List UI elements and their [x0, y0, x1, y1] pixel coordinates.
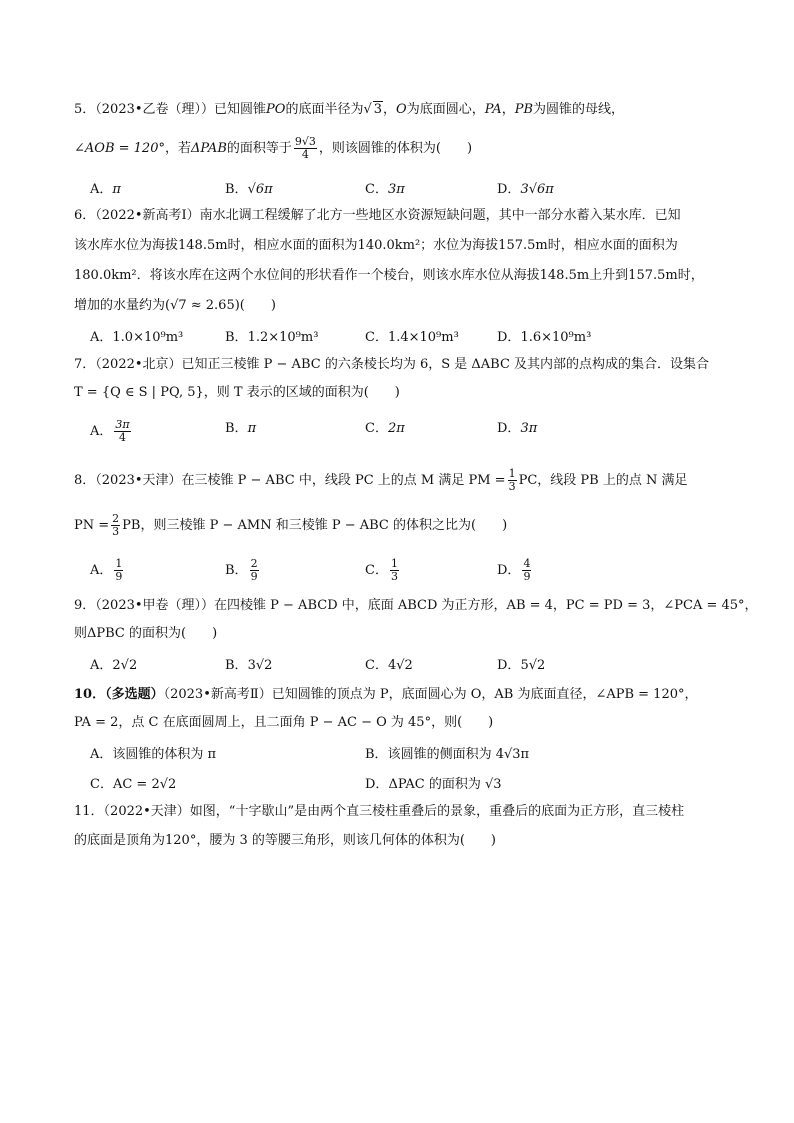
question-7-options [90, 418, 730, 444]
option-a[interactable]: A．1.0×10⁹m³ [90, 330, 184, 345]
option-d[interactable]: D．5√2 [497, 658, 546, 673]
option-b[interactable]: B．√6π [225, 182, 273, 197]
fraction: $\frac{9√3}{4}$ [294, 135, 316, 161]
question-11-line-1: 11．（2022•天津）如图，“十字歇山”是由两个直三棱柱重叠后的景象，重叠后的底面为正方形，直三棱柱 [74, 804, 685, 819]
option-d[interactable]: D．ΔPAC 的面积为 √3 [365, 777, 502, 792]
option-c[interactable]: C． $\frac{1}{3}$ [365, 557, 398, 583]
question-6-options [90, 328, 730, 348]
question-6-line-2: 该水库水位为海拔148.5m时，相应水面的面积为140.0km²；水位为海拔157.5m时，相应水面的面积为 [74, 238, 678, 253]
question-7-line-1: 7．（2022•北京）已知正三棱锥 P − ABC 的六条棱长均为 6，S 是 ΔABC 及其内部的点构成的集合．设集合 [74, 357, 710, 372]
option-b[interactable]: B．3√2 [225, 658, 273, 673]
option-a[interactable]: A． $\frac{1}{9}$ [90, 557, 123, 583]
question-7-line-2: T = {Q ∈ S | PQ, 5}，则 T 表示的区域的面积为( ) [74, 385, 400, 400]
option-c[interactable]: C．3π [365, 182, 405, 197]
question-11-line-2: 的底面是顶角为120°，腰为 3 的等腰三角形，则该几何体的体积为( ) [74, 833, 496, 848]
option-c[interactable]: C．4√2 [365, 658, 413, 673]
option-d[interactable]: D．1.6×10⁹m³ [497, 330, 592, 345]
question-5-line-2: ∠AOB = 120°，若ΔPAB的面积等于 $\frac{9√3}{4}$ ，则该圆锥的体积为( ) [74, 135, 473, 161]
option-d[interactable]: D．3√6π [497, 182, 554, 197]
question-9-line-1: 9．（2023•甲卷（理））在四棱锥 P − ABCD 中，底面 ABCD 为正方形，AB = 4，PC = PD = 3，∠PCA = 45°， [74, 598, 758, 613]
option-a[interactable]: A． $\frac{3\pi}{4}$ [90, 418, 130, 444]
question-6-line-3: 180.0km²．将该水库在这两个水位间的形状看作一个棱台，则该水库水位从海拔148.5m上升到157.5m时， [74, 268, 704, 283]
option-b[interactable]: B．该圆锥的侧面积为 4√3π [365, 747, 530, 762]
question-8-line-2: PN = $\frac{2}{3}$ PB，则三棱锥 P − AMN 和三棱锥 P − ABC 的体积之比为( ) [74, 512, 508, 538]
question-10-options-row-2 [90, 775, 730, 795]
option-c[interactable]: C．2π [365, 421, 405, 436]
option-a[interactable]: A．该圆锥的体积为 π [90, 747, 217, 762]
question-10-line-1: 10．（多选题）（2023•新高考Ⅱ）已知圆锥的顶点为 P，底面圆心为 O，AB 为底面直径，∠APB = 120°， [74, 687, 698, 702]
option-b[interactable]: B．π [225, 421, 257, 436]
question-10-line-2: PA = 2，点 C 在底面圆周上，且二面角 P − AC − O 为 45°，则( ) [74, 715, 494, 730]
option-a[interactable]: A．π [90, 182, 121, 197]
option-b[interactable]: B．1.2×10⁹m³ [225, 330, 319, 345]
option-c[interactable]: C．AC = 2√2 [90, 777, 177, 792]
question-8-options [90, 557, 730, 583]
question-6-line-4: 增加的水量约为(√7 ≈ 2.65)( ) [74, 298, 276, 313]
question-8-line-1: 8．（2023•天津）在三棱锥 P − ABC 中，线段 PC 上的点 M 满足 PM = $\frac{1}{3}$ PC，线段 PB 上的点 N 满足 [74, 467, 688, 493]
option-d[interactable]: D．3π [497, 421, 538, 436]
multiple-choice-tag: （多选题） [105, 687, 164, 702]
option-c[interactable]: C．1.4×10⁹m³ [365, 330, 459, 345]
question-5-line-1: 5．（2023•乙卷（理））已知圆锥PO的底面半径为√ 3，O为底面圆心，PA，PB为圆锥的母线， [74, 102, 625, 117]
question-9-options [90, 656, 730, 676]
option-d[interactable]: D． $\frac{4}{9}$ [497, 557, 531, 583]
option-a[interactable]: A．2√2 [90, 658, 138, 673]
question-9-line-2: 则ΔPBC 的面积为( ) [74, 626, 218, 641]
question-10-options-row-1 [90, 745, 730, 765]
question-6-line-1: 6．（2022•新高考Ⅰ）南水北调工程缓解了北方一些地区水资源短缺问题，其中一部分水蓄入某水库．已知 [74, 208, 681, 223]
question-5-options [90, 180, 730, 200]
option-b[interactable]: B． $\frac{2}{9}$ [225, 557, 258, 583]
